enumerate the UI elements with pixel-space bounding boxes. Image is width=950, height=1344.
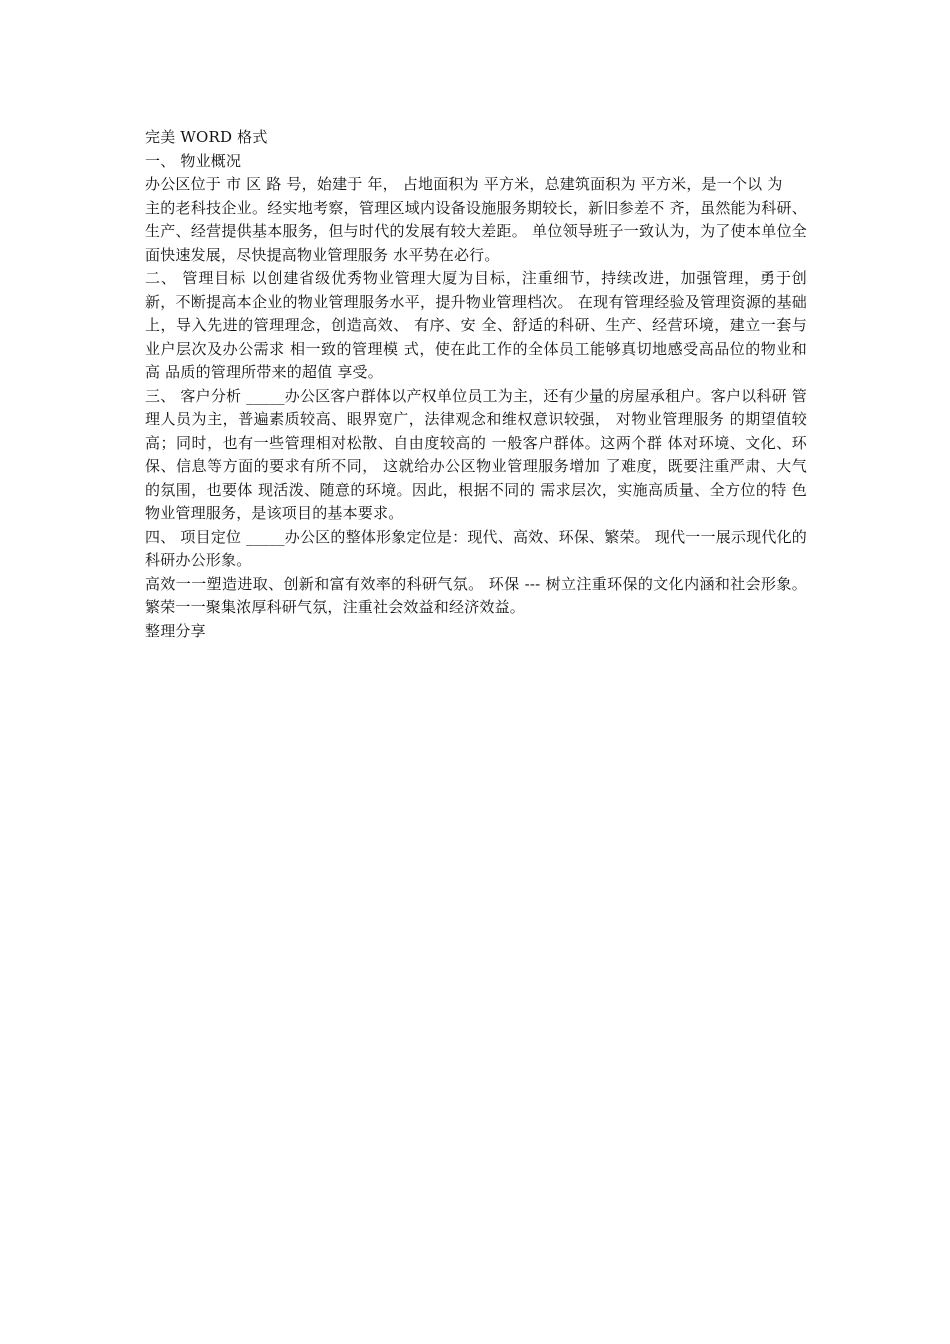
document-body <box>145 126 807 643</box>
document-header: 完美 WORD 格式 <box>145 128 268 146</box>
document-footer: 整理分享 <box>145 621 206 640</box>
section-1-heading: 一、 物业概况 <box>145 151 242 170</box>
section-3-paragraph: 三、 客户分析 _____办公区客户群体以产权单位员工为主，还有少量的房屋承租户。客户以科研 管理人员为主，普遍素质较高、眼界宽广，法律观念和维权意识较强， 对物业管理服务 的期望值较高；同时，也有一些管理相对松散、自由度较高的 一般客户群体。这两个群 体对环境、文化、环保、信息等方面的要求有所不同， 这就给办公区物业管理服务增加 了难度，既要注重严肃、大气的氛围，也要体 现活泼、随意的环境。因此，根据不同的 需求层次，实施高质量、全方位的特 色物业管理服务，是该项目的基本要求。 <box>145 386 807 522</box>
section-4-paragraph: 四、 项目定位 _____办公区的整体形象定位是：现代、高效、环保、繁荣。 现代一一展示现代化的科研办公形象。 <box>145 527 807 569</box>
section-2-paragraph: 二、 管理目标 以创建省级优秀物业管理大厦为目标，注重细节，持续改进，加强管理，勇于创 新，不断提高本企业的物业管理服务水平，提升物业管理档次。 在现有管理经验及管理资源的基础上，导入先进的管理理念，创造高效、 有序、安 全、舒适的科研、生产、经营环境，建立一套与业户层次及办公需求 相一致的管理模 式，使在此工作的全体员工能够真切地感受高品位的物业和高 品质的管理所带来的超值 享受。 <box>145 269 807 381</box>
section-1-paragraph-1: 办公区位于 市 区 路 号，始建于 年， 占地面积为 平方米，总建筑面积为 平方米，是一个以 为 <box>145 175 783 193</box>
section-4-paragraph-2: 高效一一塑造进取、创新和富有效率的科研气氛。 环保 --- 树立注重环保的文化内涵和社会形象。 繁荣一一聚集浓厚科研气氛，注重社会效益和经济效益。 <box>145 574 807 616</box>
section-1-paragraph-2: 主的老科技企业。经实地考察，管理区域内设备设施服务期较长，新旧参差不 齐，虽然能为科研、生产、经营提供基本服务，但与时代的发展有较大差距。 单位领导班子一致认为，为了使本单位全面快速发展，尽快提高物业管理服务 水平势在必行。 <box>145 198 807 264</box>
